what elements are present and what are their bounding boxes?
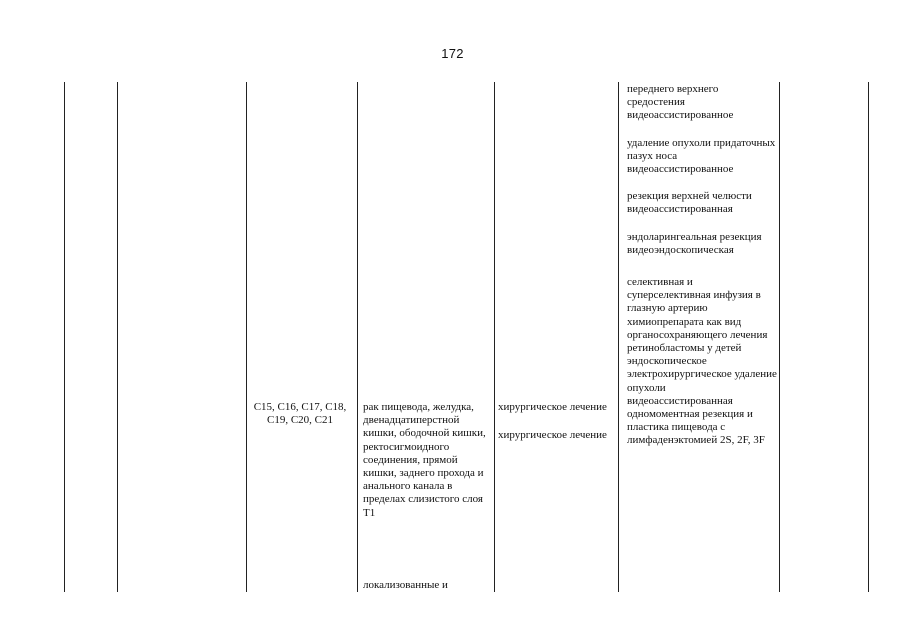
icd-codes-cell: [250, 401, 350, 427]
diagnosis-next-cell: [363, 579, 491, 592]
column-divider-4: [494, 82, 495, 592]
treatment-type-1: хирургическое лечение: [498, 401, 607, 413]
method-item: селективная и суперселективная инфузия в глазную артерию химиопрепарата как вид органосохраняющего лечения ретинобластомы у детей: [627, 276, 768, 355]
method-item: переднего верхнего средостения видеоассистированное: [627, 83, 734, 122]
page-number: 172: [441, 46, 464, 61]
method-item: удаление опухоли придаточных пазух носа видеоассистированное: [627, 136, 776, 176]
diagnosis-next-text: локализованные и: [363, 579, 448, 591]
treatment-type-2: хирургическое лечение: [498, 429, 607, 442]
methods-cell: [627, 83, 779, 448]
treatment-type-cell: [498, 401, 610, 442]
column-divider-2: [246, 82, 247, 592]
method-item: видеоассистированная одномоментная резекция и пластика пищевода с лимфаденэктомией 2S, 2F, 3F: [627, 394, 765, 447]
method-item: резекция верхней челюсти видеоассистированная: [627, 190, 752, 216]
diagnosis-text: рак пищевода, желудка, двенадцатиперстной кишки, ободочной кишки, ректосигмоидного соединения, прямой кишки, заднего прохода и анального канала в пределах слизистого слоя T1: [363, 401, 486, 519]
table-border-right: [868, 82, 869, 592]
column-divider-1: [117, 82, 118, 592]
method-item: эндоларингеальная резекция видеоэндоскопическая: [627, 230, 762, 256]
table-border-left: [64, 82, 65, 592]
method-item: эндоскопическое электрохирургическое удаление опухоли: [627, 355, 777, 394]
column-divider-3: [357, 82, 358, 592]
column-divider-6: [779, 82, 780, 592]
icd-codes-text: C15, C16, C17, C18, C19, C20, C21: [253, 401, 347, 427]
diagnosis-cell: [363, 401, 491, 520]
column-divider-5: [618, 82, 619, 592]
